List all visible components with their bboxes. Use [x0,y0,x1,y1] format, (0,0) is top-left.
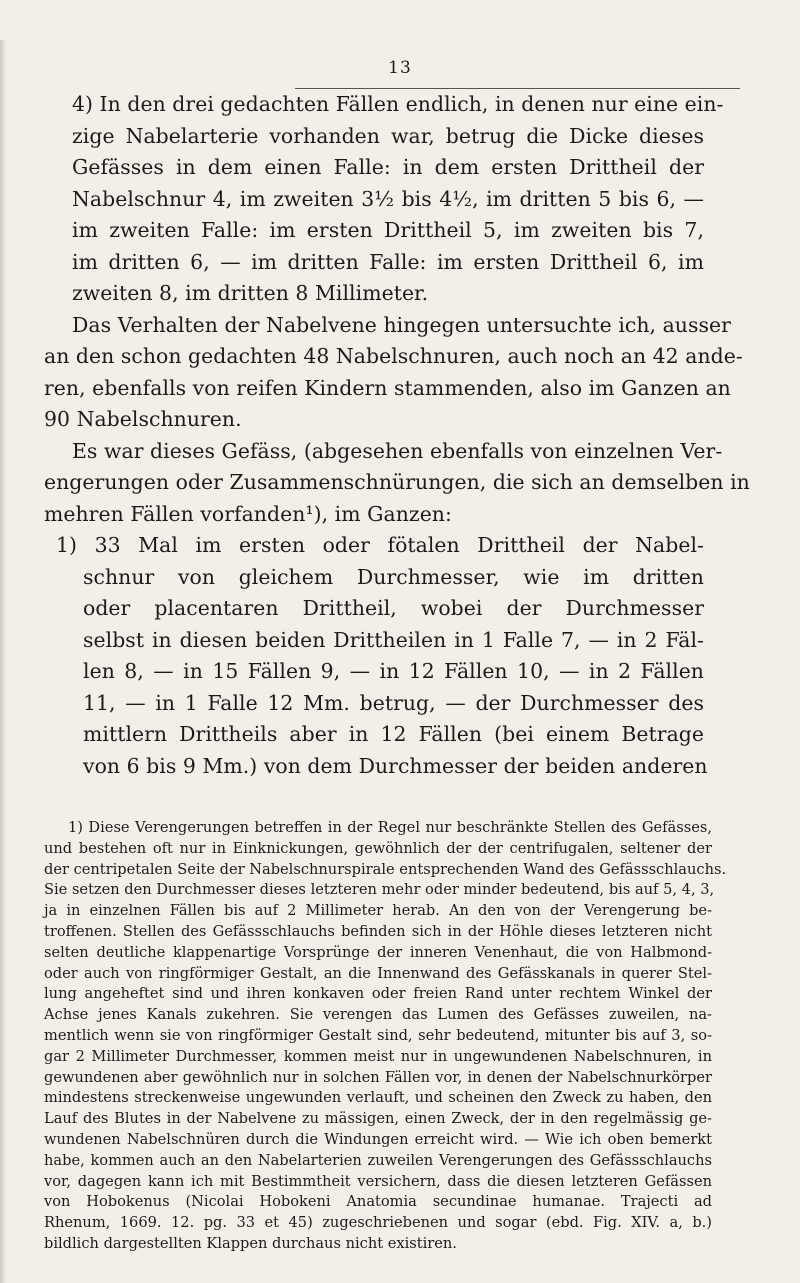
text-line: Gefässes in dem einen Falle: in dem ersten Drittheil der [72,155,704,179]
text-line: mittlern Drittheils aber in 12 Fällen (bei einem Betrage [83,722,704,746]
text-line: Das Verhalten der Nabelvene hingegen untersuchte ich, ausser [72,312,731,337]
footnote-line: selten deutliche klappenartige Vorsprünge der inneren Venenhaut, die von Halbmond- [44,943,712,961]
text-line: von 6 bis 9 Mm.) von dem Durchmesser der beiden anderen [83,753,708,778]
footnote-line: habe, kommen auch an den Nabelarterien zuweilen Verengerungen des Gefässschlauchs [44,1151,712,1169]
text-line: mehren Fällen vorfanden¹), im Ganzen: [44,501,452,526]
footnote-line: Achse jenes Kanals zukehren. Sie verengen das Lumen des Gefässes zuweilen, na- [44,1006,712,1024]
text-line: Nabelschnur 4, im zweiten 3½ bis 4½, im dritten 5 bis 6, — [72,186,704,211]
footnote-line: gewundenen aber gewöhnlich nur in solchen Fällen vor, in denen der Nabelschnurkörper [44,1068,712,1086]
footnote-line: wundenen Nabelschnüren durch die Windungen erreicht wird. — Wie ich oben bemerkt [44,1130,712,1148]
text-line: im dritten 6, — im dritten Falle: im ersten Drittheil 6, im [72,249,704,274]
footnote-line: gar 2 Millimeter Durchmesser, kommen meist nur in ungewundenen Nabelschnuren, in [44,1047,712,1065]
footnote-line: mindestens streckenweise ungewunden verlauft, und scheinen den Zweck zu haben, den [44,1089,712,1107]
footnote-line: oder auch von ringförmiger Gestalt, an die Innenwand des Gefässkanals in querer Stel- [44,964,712,982]
text-line: len 8, — in 15 Fällen 9, — in 12 Fällen 10, — in 2 Fällen [83,659,704,683]
text-line: zige Nabelarterie vorhanden war, betrug die Dicke dieses [72,123,704,148]
text-line: ren, ebenfalls von reifen Kindern stammenden, also im Ganzen an [44,375,731,400]
page-number: 13 [388,58,412,78]
footnote-line: Rhenum, 1669. 12. pg. 33 et 45) zugeschriebenen und sogar (ebd. Fig. XIV. a, b.) [44,1214,712,1232]
text-line: engerungen oder Zusammenschnürungen, die sich an demselben in [44,470,750,494]
text-line: an den schon gedachten 48 Nabelschnuren, auch noch an 42 ande- [44,344,743,368]
footnote-line: bildlich dargestellten Klappen durchaus nicht existiren. [44,1234,457,1252]
footnote [44,818,727,1255]
text-line: selbst in diesen beiden Drittheilen in 1 Falle 7, — in 2 Fäl- [83,627,704,652]
footnote-line: troffenen. Stellen des Gefässschlauchs befinden sich in der Höhle dieses letzteren nicht [44,922,712,940]
footnote-line: und bestehen oft nur in Einknickungen, gewöhnlich der der centrifugalen, seltener der [44,839,712,857]
text-line: 4) In den drei gedachten Fällen endlich, in denen nur eine ein- [72,92,724,116]
footnote-line: der centripetalen Seite der Nabelschnurspirale entsprechenden Wand des Gefässschlauchs. [44,860,727,878]
text-line: schnur von gleichem Durchmesser, wie im dritten [83,564,704,589]
footnote-line: mentlich wenn sie von ringförmiger Gestalt sind, sehr bedeutend, mitunter bis auf 3, so- [44,1026,712,1044]
footnote-line: ja in einzelnen Fällen bis auf 2 Millimeter herab. An den von der Verengerung be- [44,902,712,920]
text-line: oder placentaren Drittheil, wobei der Durchmesser [83,596,704,620]
page-binding-shadow [0,40,6,1283]
main-text [44,89,750,782]
footnote-line: vor, dagegen kann ich mit Bestimmtheit versichern, dass die diesen letzteren Gefässen [44,1172,712,1190]
text-line: im zweiten Falle: im ersten Drittheil 5, im zweiten bis 7, [72,218,704,242]
footnote-line: Sie setzen den Durchmesser dieses letzteren mehr oder minder bedeutend, bis auf 5, 4, 3, [44,881,715,899]
text-line: zweiten 8, im dritten 8 Millimeter. [72,281,429,305]
list-item-1-line: 1) 33 Mal im ersten oder fötalen Drittheil der Nabel- [56,533,704,557]
text-line: 11, — in 1 Falle 12 Mm. betrug, — der Durchmesser des [83,690,704,715]
footnote-line: 1) Diese Verengerungen betreffen in der Regel nur beschränkte Stellen des Gefässes, [68,819,712,836]
footnote-line: von Hobokenus (Nicolai Hobokeni Anatomia secundinae humanae. Trajecti ad [44,1193,712,1211]
text-line: Es war dieses Gefäss, (abgesehen ebenfalls von einzelnen Ver- [72,438,723,463]
footnote-line: Lauf des Blutes in der Nabelvene zu mässigen, einen Zweck, der in den regelmässig ge- [44,1110,712,1128]
text-line: 90 Nabelschnuren. [44,407,242,431]
footnote-line: lung angeheftet sind und ihren konkaven oder freien Rand unter rechtem Winkel der [44,985,712,1003]
